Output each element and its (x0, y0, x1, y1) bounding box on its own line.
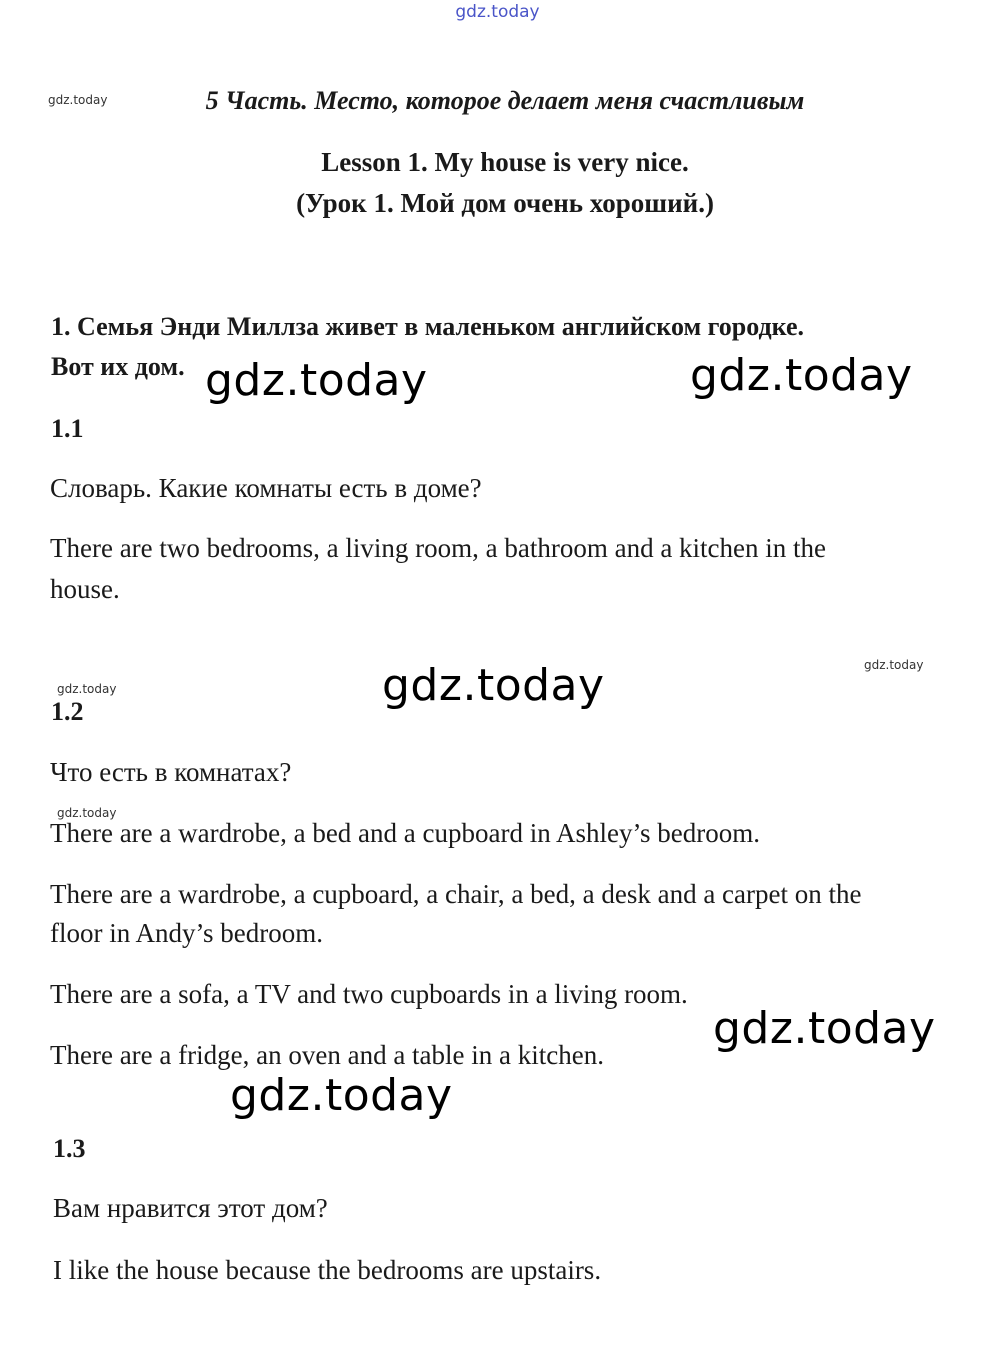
answer-line: There are a fridge, an oven and a table in a kitchen. (50, 1040, 604, 1070)
answer-line: There are two bedrooms, a living room, a bathroom and a kitchen in the (50, 533, 827, 563)
section-number: 1.1 (51, 414, 84, 443)
watermark-big: gdz.today (713, 1003, 936, 1054)
lesson-title-ru: (Урок 1. Мой дом очень хороший.) (296, 188, 714, 218)
watermark-small: gdz.today (864, 658, 924, 672)
watermark-small: gdz.today (57, 682, 117, 696)
watermark-small: gdz.today (48, 93, 108, 107)
watermark-big: gdz.today (690, 350, 913, 401)
answer-line: house. (50, 574, 120, 604)
section-question: Вам нравится этот дом? (53, 1193, 328, 1223)
part-title: 5 Часть. Место, которое делает меня счастливым (205, 86, 805, 115)
task-heading-line1: 1. Семья Энди Миллза живет в маленьком английском городке. (51, 312, 805, 341)
answer-line: There are a wardrobe, a bed and a cupboard in Ashley’s bedroom. (50, 818, 760, 848)
task-heading-line2: Вот их дом. (51, 352, 185, 381)
watermark-big: gdz.today (230, 1070, 453, 1121)
section-number: 1.3 (53, 1134, 86, 1163)
section-question: Что есть в комнатах? (50, 757, 292, 787)
answer-line: floor in Andy’s bedroom. (50, 918, 323, 948)
answer-line: I like the house because the bedrooms are upstairs. (53, 1255, 602, 1285)
watermark-small: gdz.today (57, 806, 117, 820)
watermark-top: gdz.today (455, 2, 540, 22)
watermark-big: gdz.today (382, 660, 605, 711)
lesson-title-en: Lesson 1. My house is very nice. (321, 147, 689, 177)
section-question: Словарь. Какие комнаты есть в доме? (50, 473, 482, 503)
answer-line: There are a wardrobe, a cupboard, a chair, a bed, a desk and a carpet on the (50, 879, 862, 909)
answer-line: There are a sofa, a TV and two cupboards in a living room. (50, 979, 688, 1009)
watermark-big: gdz.today (205, 355, 428, 406)
section-number: 1.2 (51, 697, 84, 726)
